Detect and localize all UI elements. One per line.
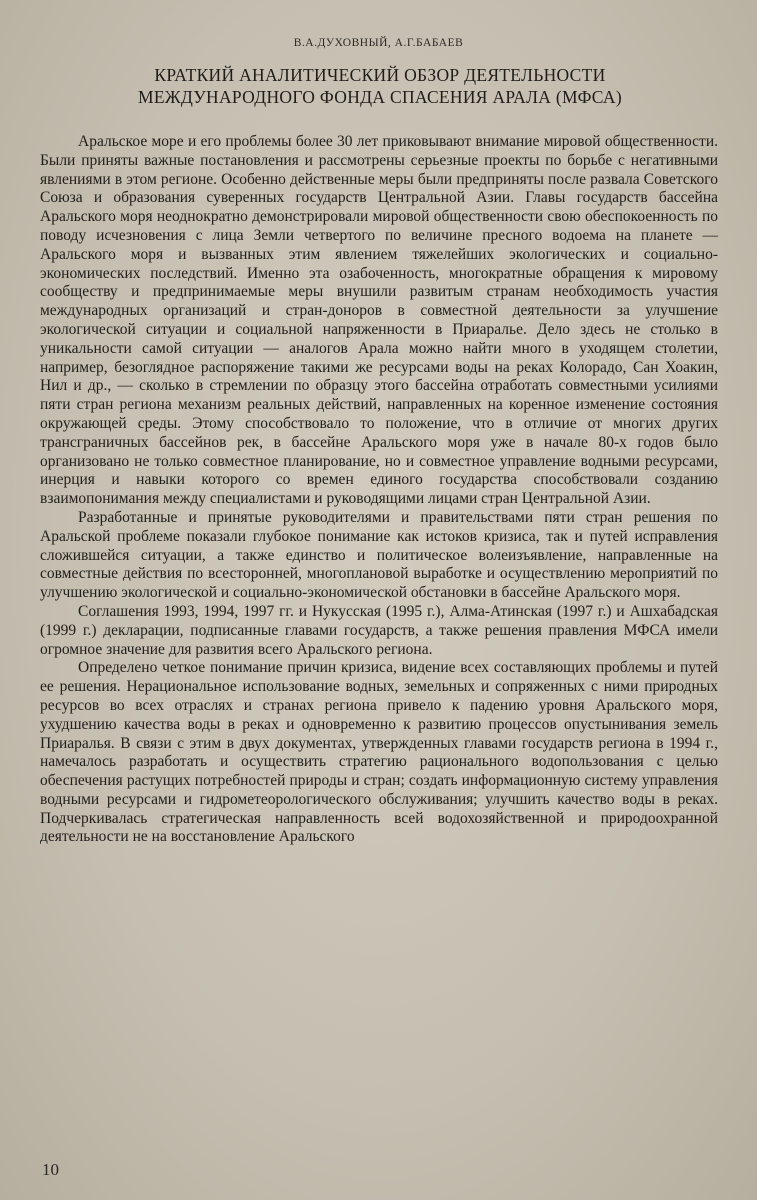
article-body — [40, 133, 718, 847]
article-title — [60, 64, 700, 108]
paragraph: Определено четкое понимание причин кризиса, видение всех составляющих проблемы и путей ее решения. Нерациональное использование водных, земельных и сопряженных с ними природных ресурсов во всех отраслях и странах региона привело к падению уровня Аральского моря, ухудшению качества воды в реках и одновременно к развитию процессов опустынивания земель Приаралья. В связи с этим в двух документах, утвержденных главами государств региона в 1994 г., намечалось разработать и осуществить стратегию рационального водопользования с целью обеспечения растущих потребностей природы и стран; создать информационную систему управления водными ресурсами и гидрометеорологического обслуживания; улучшить качество воды в реках. Подчеркивалась стратегическая направленность всей водохозяйственной и природоохранной деятельности не на восстановление Аральского — [40, 659, 718, 846]
title-line-1: КРАТКИЙ АНАЛИТИЧЕСКИЙ ОБЗОР ДЕЯТЕЛЬНОСТИ — [154, 65, 606, 85]
paragraph: Соглашения 1993, 1994, 1997 гг. и Нукусская (1995 г.), Алма-Атинская (1997 г.) и Ашхабадская (1999 г.) декларации, подписанные главами государств, а также решения правления МФСА имели огромное значение для развития всего Аральского региона. — [40, 602, 718, 658]
page-number: 10 — [42, 1160, 59, 1179]
paragraph: Разработанные и принятые руководителями и правительствами пяти стран решения по Аральской проблеме показали глубокое понимание как истоков кризиса, так и путей исправления сложившейся ситуации, а также единство и политическое волеизъявление, направленные на совместные действия по всесторонней, многоплановой выработке и осуществлению мероприятий по улучшению экологической и социально-экономической обстановки в бассейне Аральского моря. — [40, 508, 718, 602]
paragraph: Аральское море и его проблемы более 30 лет приковывают внимание мировой общественности. Были приняты важные постановления и рассмотрены серьезные проекты по борьбе с негативными явлениями в этом регионе. Особенно действенные меры были предприняты после развала Советского Союза и образования суверенных государств Центральной Азии. Главы государств бассейна Аральского моря неоднократно демонстрировали мировой общественности свою обеспокоенность по поводу исчезновения с лица Земли четвертого по величине пресного водоема на планете — Аральского моря и вызванных этим явлением тяжелейших экологических и социально-экономических последствий. Именно эта озабоченность, многократные обращения к мировому сообществу и предпринимаемые меры внушили развитым странам необходимость участия международных организаций и стран-доноров в совместной деятельности за улучшение экологической ситуации и социальной напряженности в Приаралье. Дело здесь не столько в уникальности самой ситуации — аналогов Арала можно найти много в уходящем столетии, например, безоглядное распоряжение такими же ресурсами воды на реках Колорадо, Сан Хоакин, Нил и др., — сколько в стремлении по образцу этого бассейна отработать совместными усилиями пяти стран региона механизм реальных действий, направленных на коренное изменение состояния окружающей среды. Этому способствовало то положение, что в отличие от многих других трансграничных бассейнов рек, в бассейне Аральского моря уже в начале 80-х годов было организовано не только совместное планирование, но и совместное управление водными ресурсами, инерция и навыки которого со времен единого государства способствовали созданию взаимопонимания между специалистами и руководящими лицами стран Центральной Азии. — [40, 133, 718, 508]
title-line-2: МЕЖДУНАРОДНОГО ФОНДА СПАСЕНИЯ АРАЛА (МФСА) — [138, 87, 622, 107]
running-header-authors: В.А.ДУХОВНЫЙ, А.Г.БАБАЕВ — [293, 37, 464, 49]
